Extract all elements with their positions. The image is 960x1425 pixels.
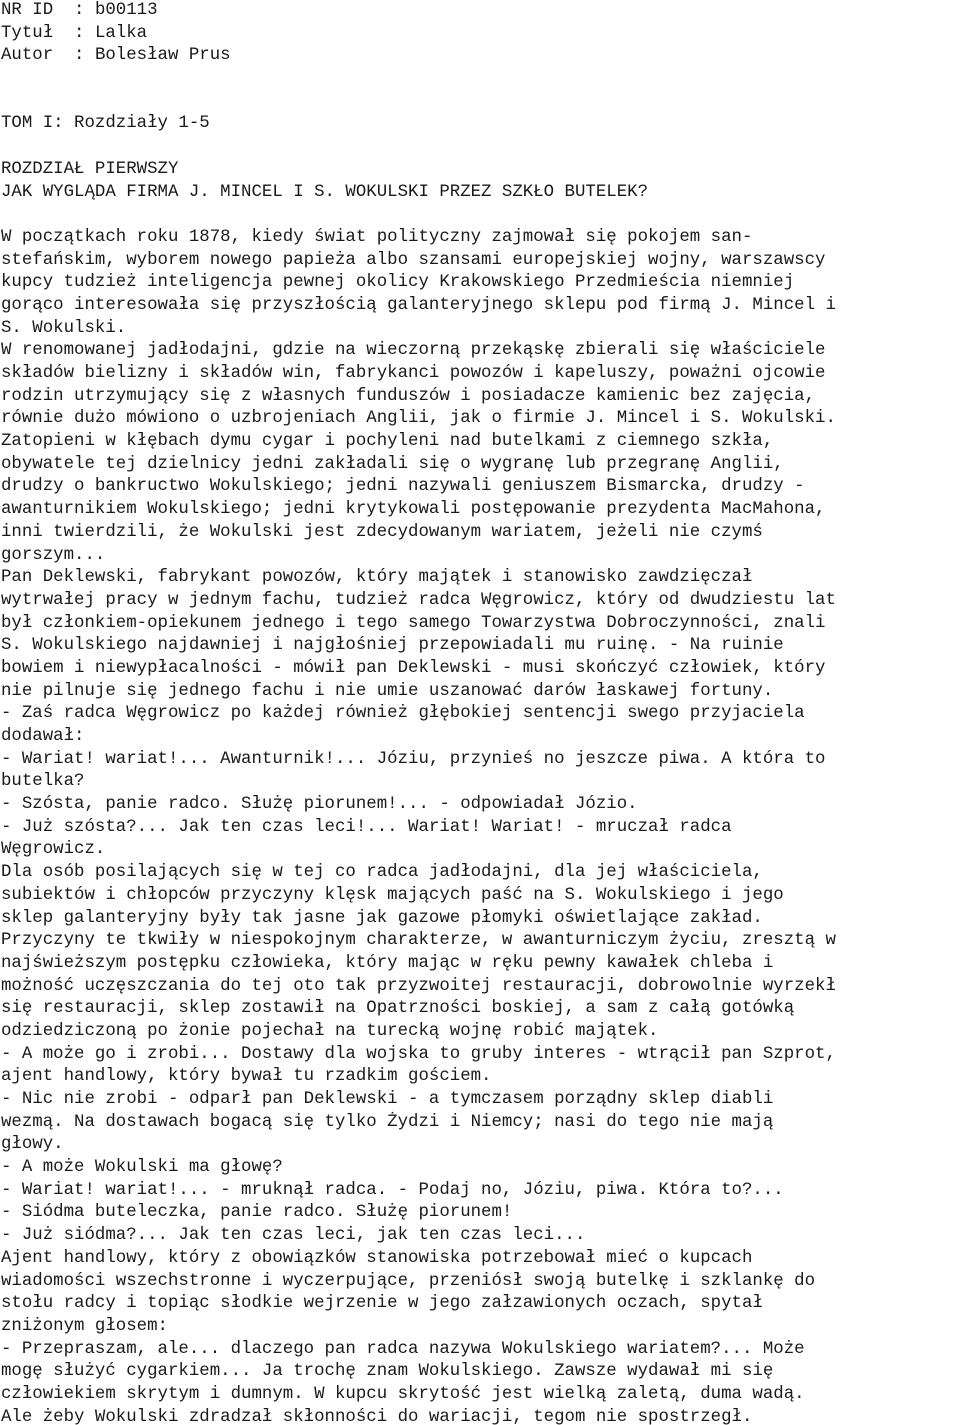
text-line: zniżonym głosem: [1, 1316, 168, 1336]
metadata-key: Autor [1, 46, 54, 66]
text-line: - Wariat! wariat!... Awanturnik!... Józiu, przynieś no jeszcze piwa. A która to [1, 749, 826, 769]
text-line: S. Wokulski. [1, 318, 127, 338]
text-line: Przyczyny te tkwiły w niespokojnym charakterze, w awanturniczym życiu, zresztą w [1, 931, 836, 951]
text-line: Węgrowicz. [1, 840, 106, 860]
metadata-key: NR ID [1, 1, 54, 20]
text-line: był członkiem-opiekunem jednego i tego samego Towarzystwa Dobroczynności, znali [1, 613, 826, 633]
text-line: równie dużo mówiono o uzbrojeniach Anglii, jak o firmie J. Mincel i S. Wokulski. [1, 409, 836, 429]
chapter-heading: ROZDZIAŁ PIERWSZY [1, 159, 179, 179]
text-line: rodzin utrzymujący się z własnych funduszów i posiadacze kamienic bez zajęcia, [1, 386, 816, 406]
metadata-row-id: NR ID : b00113 [1, 1, 158, 20]
text-line: - Zaś radca Węgrowicz po każdej również głębokiej sentencji swego przyjaciela [1, 704, 805, 724]
text-line: W początkach roku 1878, kiedy świat polityczny zajmował się pokojem san- [1, 227, 753, 247]
text-line: najświeższym postępku człowieka, który mając w ręku pewny kawałek chleba i [1, 953, 774, 973]
text-line: subiektów i chłopców przyczyny klęsk mających paść na S. Wokulskiego i jego [1, 885, 784, 905]
chapter-subtitle: JAK WYGLĄDA FIRMA J. MINCEL I S. WOKULSKI PRZEZ SZKŁO BUTELEK? [1, 182, 649, 202]
body-text [1, 227, 960, 1425]
text-line: wezmą. Na dostawach bogacą się tylko Żydzi i Niemcy; nasi do tego nie mają [1, 1112, 774, 1132]
text-line: Dla osób posilających się w tej co radca jadłodajni, dla jej właściciela, [1, 863, 763, 883]
text-line: - Przepraszam, ale... dlaczego pan radca nazywa Wokulskiego wariatem?... Może [1, 1339, 805, 1359]
text-line: W renomowanej jadłodajni, gdzie na wieczorną przekąskę zbierali się właściciele [1, 341, 826, 361]
text-line: się restauracji, sklep zostawił na Opatrzności boskiej, a sam z całą gotówką [1, 999, 795, 1019]
metadata-row-author: Autor : Bolesław Prus [1, 46, 231, 66]
metadata-key: Tytuł [1, 23, 54, 43]
text-line: gorąco interesowała się przyszłością galanteryjnego sklepu pod firmą J. Mincel i [1, 295, 836, 315]
text-line: inni twierdzili, że Wokulski jest zdecydowanym wariatem, jeżeli nie czymś [1, 522, 763, 542]
text-line: Ajent handlowy, który z obowiązków stanowiska potrzebował mieć o kupcach [1, 1248, 753, 1268]
text-line: nie pilnuje się jednego fachu i nie umie uszanować darów łaskawej fortuny. [1, 681, 774, 701]
text-line: dodawał: [1, 727, 85, 747]
text-line: ajent handlowy, który bywał tu rzadkim gościem. [1, 1067, 492, 1087]
text-line: możność uczęszczania do tej oto tak przyzwoitej restauracji, dobrowolnie wyrzekł [1, 976, 836, 996]
metadata-value: Bolesław Prus [94, 46, 231, 66]
text-line: wytrwałej pracy w jednym fachu, tudzież radca Węgrowicz, który od dwudziestu lat [1, 590, 836, 610]
text-line: - A może go i zrobi... Dostawy dla wojska to gruby interes - wtrącił pan Szprot, [1, 1044, 836, 1064]
text-line: Ale żeby Wokulski zdradzał skłonności do wariacji, tegom nie spostrzegł. [1, 1407, 753, 1425]
text-line: wiadomości wszechstronne i wyczerpujące, przeniósł swoją butelkę i szklankę do [1, 1271, 816, 1291]
text-line: - Siódma buteleczka, panie radco. Służę piorunem! [1, 1203, 513, 1223]
text-line: stołu radcy i topiąc słodkie wejrzenie w jego załzawionych oczach, spytał [1, 1294, 763, 1314]
text-line: Zatopieni w kłębach dymu cygar i pochyleni nad butelkami z ciemnego szkła, [1, 432, 774, 452]
text-line: sklep galanteryjny były tak jasne jak gazowe płomyki oświetlające zakład. [1, 908, 763, 928]
text-line: S. Wokulskiego najdawniej i najgłośniej przepowiadali mu ruinę. - Na ruinie [1, 636, 784, 656]
text-line: głowy. [1, 1135, 64, 1155]
text-line: obywatele tej dzielnicy jedni zakładali się o wygranę lub przegranę Anglii, [1, 454, 784, 474]
text-line: mogę służyć cygarkiem... Ja trochę znam Wokulskiego. Zawsze wydawał mi się [1, 1362, 774, 1382]
metadata-value: b00113 [94, 1, 158, 20]
spacer [1, 204, 960, 227]
text-line: człowiekiem skrytym i dumnym. W kupcu skrytość jest wielką zaletą, duma wadą. [1, 1384, 805, 1404]
text-line: - Już siódma?... Jak ten czas leci, jak ten czas leci... [1, 1226, 586, 1246]
text-line: gorszym... [1, 545, 106, 565]
spacer [1, 68, 960, 113]
text-line: - Już szósta?... Jak ten czas leci!... Wariat! Wariat! - mruczał radca [1, 817, 732, 837]
volume-title: TOM I: Rozdziały 1-5 [1, 114, 210, 134]
text-line: - Nic nie zrobi - odparł pan Deklewski - a tymczasem porządny sklep diabli [1, 1090, 774, 1110]
text-line: - Szósta, panie radco. Służę piorunem!... - odpowiadał Józio. [1, 795, 638, 815]
text-line: odziedziczoną po żonie pojechał na turecką wojnę robić majątek. [1, 1021, 659, 1041]
text-line: Pan Deklewski, fabrykant powozów, który majątek i stanowisko zawdzięczał [1, 568, 753, 588]
text-line: bowiem i niewypłacalności - mówił pan Deklewski - musi skończyć człowiek, który [1, 658, 826, 678]
metadata-value: Lalka [94, 23, 148, 43]
metadata-row-title: Tytuł : Lalka [1, 23, 148, 43]
text-line: kupcy tudzież inteligencja pewnej okolicy Krakowskiego Przedmieścia niemniej [1, 273, 795, 293]
text-line: - Wariat! wariat!... - mruknął radca. - Podaj no, Józiu, piwa. Która to?... [1, 1180, 784, 1200]
text-line: awanturnikiem Wokulskiego; jedni krytykowali postępowanie prezydenta MacMahona, [1, 500, 826, 520]
text-line: składów bielizny i składów win, fabrykanci powozów i kapeluszy, poważni ojcowie [1, 364, 826, 384]
text-line: drudzy o bankructwo Wokulskiego; jedni nazywali geniuszem Bismarcka, drudzy - [1, 477, 805, 497]
spacer [1, 136, 960, 159]
text-line: butelka? [1, 772, 85, 792]
metadata-block [1, 0, 960, 68]
text-line: stefańskim, wyborem nowego papieża albo szansami europejskiej wojny, warszawscy [1, 250, 826, 270]
text-line: - A może Wokulski ma głowę? [1, 1158, 283, 1178]
